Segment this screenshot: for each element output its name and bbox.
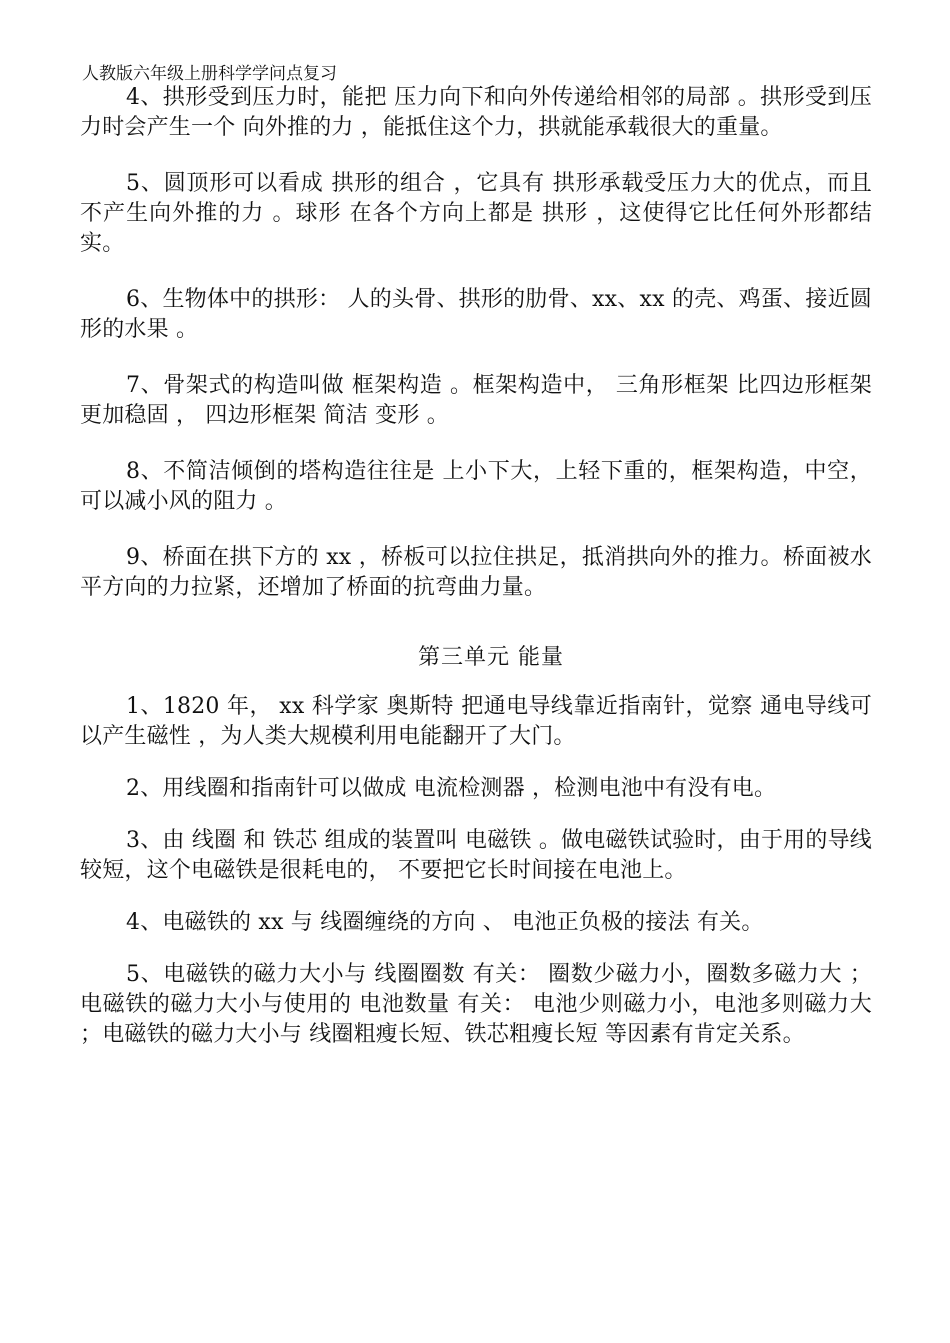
arch-section: [80, 83, 872, 629]
paragraph-arch-6: 6、生物体中的拱形： 人的头骨、拱形的肋骨、xx、xx 的壳、鸡蛋、接近圆形的水果 。: [80, 287, 872, 342]
paragraph-energy-4: 4、电磁铁的 xx 与 线圈缠绕的方向 、 电池正负极的接法 有关。: [126, 910, 764, 935]
paragraph-energy-5: 5、电磁铁的磁力大小与 线圈圈数 有关： 圈数少磁力小，圈数多磁力大 ；电磁铁的磁力大小与使用的 电池数量 有关： 电池少则磁力小，电池多则磁力大 ；电磁铁的磁力大小与 线圈粗瘦长短、铁芯粗瘦长短 等因素有肯定关系。: [80, 962, 872, 1047]
paragraph-arch-5: 5、圆顶形可以看成 拱形的组合 ，它具有 拱形承载受压力大的优点，而且不产生向外推的力 。球形 在各个方向上都是 拱形 ，这使得它比任何外形都结实。: [80, 171, 872, 256]
paragraph-arch-4: 4、拱形受到压力时，能把 压力向下和向外传递给相邻的局部 。拱形受到压力时会产生一个 向外推的力 ，能抵住这个力，拱就能承载很大的重量。: [80, 85, 872, 140]
paragraph-energy-2: 2、用线圈和指南针可以做成 电流检测器 ，检测电池中有没有电。: [126, 776, 777, 801]
unit-three-title: 第三单元 能量: [418, 645, 564, 670]
energy-section: [80, 692, 872, 1072]
paragraph-arch-7: 7、骨架式的构造叫做 框架构造 。框架构造中， 三角形框架 比四边形框架 更加稳固 ， 四边形框架 简洁 变形 。: [80, 373, 872, 428]
paragraph-energy-3: 3、由 线圈 和 铁芯 组成的装置叫 电磁铁 。做电磁铁试验时，由于用的导线较短，这个电磁铁是很耗电的， 不要把它长时间接在电池上。: [80, 828, 872, 883]
paragraph-energy-1: 1、1820 年， xx 科学家 奥斯特 把通电导线靠近指南针，觉察 通电导线可以产生磁性 ，为人类大规模利用电能翻开了大门。: [80, 694, 872, 749]
running-header: 人教版六年级上册科学学问点复习: [82, 64, 337, 84]
paragraph-arch-9: 9、桥面在拱下方的 xx ，桥板可以拉住拱足，抵消拱向外的推力。桥面被水平方向的力拉紧，还增加了桥面的抗弯曲力量。: [80, 545, 872, 600]
paragraph-arch-8: 8、不简洁倾倒的塔构造往往是 上小下大，上轻下重的，框架构造，中空，可以减小风的阻力 。: [80, 459, 872, 514]
